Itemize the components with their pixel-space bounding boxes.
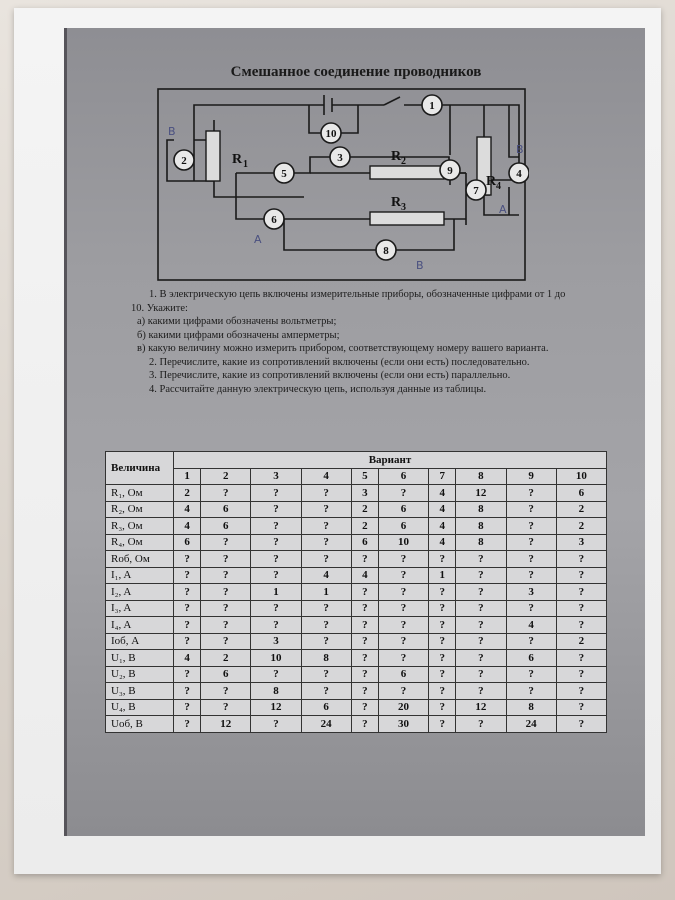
quantity-cell: R₃, Ом (106, 518, 174, 535)
value-cell: ? (456, 683, 506, 700)
value-cell: ? (556, 699, 606, 716)
quantity-cell: R₄, Ом (106, 534, 174, 551)
variant-number: 5 (351, 468, 378, 485)
value-cell: ? (351, 633, 378, 650)
value-cell: ? (456, 716, 506, 733)
value-cell: 8 (301, 650, 351, 667)
quantity-cell: I₃, A (106, 600, 174, 617)
value-cell: ? (201, 699, 251, 716)
label-r1-sub: 1 (243, 159, 248, 170)
meter-4-label: 4 (516, 168, 522, 180)
value-cell: ? (429, 683, 456, 700)
value-cell: ? (251, 485, 301, 502)
table-row (106, 567, 607, 584)
value-cell: ? (506, 534, 556, 551)
variant-header: Вариант (174, 452, 607, 469)
label-r1: R (232, 152, 243, 167)
value-cell: 4 (174, 518, 201, 535)
value-cell: ? (556, 683, 606, 700)
value-cell: 4 (429, 534, 456, 551)
value-cell: ? (429, 617, 456, 634)
table-row (106, 666, 607, 683)
circuit-diagram (154, 85, 529, 284)
value-cell: ? (351, 716, 378, 733)
value-cell: 1 (429, 567, 456, 584)
value-cell: 12 (201, 716, 251, 733)
value-cell: ? (351, 666, 378, 683)
handwritten-m7: A (499, 203, 507, 216)
value-cell: 6 (351, 534, 378, 551)
value-cell: ? (429, 584, 456, 601)
value-cell: ? (251, 600, 301, 617)
value-cell: ? (378, 683, 428, 700)
value-cell: 10 (251, 650, 301, 667)
table-row (106, 485, 607, 502)
value-cell: ? (301, 551, 351, 568)
value-cell: 4 (301, 567, 351, 584)
value-cell: ? (174, 567, 201, 584)
value-cell: ? (506, 600, 556, 617)
meter-3-label: 3 (337, 152, 343, 164)
value-cell: ? (201, 600, 251, 617)
value-cell: 30 (378, 716, 428, 733)
value-cell: 24 (506, 716, 556, 733)
value-cell: ? (351, 600, 378, 617)
value-cell: ? (301, 600, 351, 617)
task-1c: в) какую величину можно измерить прибором, соответствующему номеру вашего варианта. (137, 343, 549, 354)
value-cell: ? (429, 551, 456, 568)
value-cell: ? (378, 567, 428, 584)
resistor-r2 (370, 166, 444, 179)
value-cell: 6 (506, 650, 556, 667)
value-cell: ? (456, 584, 506, 601)
task-1a: а) какими цифрами обозначены вольтметры; (137, 316, 337, 327)
variant-number: 7 (429, 468, 456, 485)
value-cell: ? (429, 716, 456, 733)
value-cell: ? (506, 551, 556, 568)
value-cell: ? (456, 600, 506, 617)
value-cell: ? (351, 683, 378, 700)
value-cell: 12 (456, 699, 506, 716)
value-cell: ? (251, 617, 301, 634)
variant-number: 1 (174, 468, 201, 485)
label-r3-sub: 3 (401, 202, 406, 213)
value-cell: ? (429, 650, 456, 667)
value-cell: ? (174, 716, 201, 733)
value-cell: ? (301, 534, 351, 551)
value-cell: ? (301, 666, 351, 683)
table-row (106, 518, 607, 535)
value-cell: ? (378, 485, 428, 502)
label-r2: R (391, 149, 402, 164)
quantity-cell: I₄, A (106, 617, 174, 634)
value-cell: ? (251, 716, 301, 733)
variant-number: 9 (506, 468, 556, 485)
handwritten-m2: B (168, 125, 176, 138)
value-cell: 12 (251, 699, 301, 716)
value-cell: ? (174, 617, 201, 634)
meter-6-label: 6 (271, 214, 277, 226)
value-cell: 4 (429, 485, 456, 502)
value-cell: ? (506, 485, 556, 502)
value-cell: ? (556, 567, 606, 584)
value-cell: 2 (556, 518, 606, 535)
value-cell: ? (351, 551, 378, 568)
value-cell: ? (556, 600, 606, 617)
value-cell: ? (556, 617, 606, 634)
value-cell: ? (429, 633, 456, 650)
quantity-cell: R₂, Ом (106, 501, 174, 518)
meter-7-label: 7 (473, 185, 479, 197)
value-cell: 1 (251, 584, 301, 601)
value-cell: 6 (201, 518, 251, 535)
value-cell: ? (556, 716, 606, 733)
value-cell: ? (556, 666, 606, 683)
handwritten-m6: A (254, 233, 262, 246)
value-cell: 3 (556, 534, 606, 551)
value-cell: 10 (378, 534, 428, 551)
value-cell: ? (201, 534, 251, 551)
table-row (106, 683, 607, 700)
value-cell: ? (506, 666, 556, 683)
value-cell: ? (351, 650, 378, 667)
value-cell: 8 (456, 501, 506, 518)
value-cell: ? (251, 501, 301, 518)
value-cell: ? (174, 600, 201, 617)
value-cell: ? (174, 699, 201, 716)
table-row (106, 617, 607, 634)
value-cell: 3 (251, 633, 301, 650)
table-corner-header: Величина (106, 452, 174, 485)
value-cell: ? (378, 617, 428, 634)
value-cell: ? (456, 633, 506, 650)
value-cell: ? (456, 666, 506, 683)
meter-8-label: 8 (383, 245, 389, 257)
value-cell: ? (174, 683, 201, 700)
task-1: 1. В электрическую цепь включены измерительные приборы, обозначенные цифрами от 1 до 10. Укажите: (131, 289, 566, 314)
value-cell: 6 (378, 666, 428, 683)
meter-1-label: 1 (429, 100, 435, 112)
value-cell: 8 (456, 534, 506, 551)
value-cell: ? (556, 551, 606, 568)
quantity-cell: U₃, B (106, 683, 174, 700)
page-title: Смешанное соединение проводников (230, 64, 482, 80)
meter-9-label: 9 (447, 165, 453, 177)
label-r3: R (391, 195, 402, 210)
quantity-cell: Iоб, A (106, 633, 174, 650)
value-cell: ? (429, 699, 456, 716)
value-cell: ? (301, 485, 351, 502)
value-cell: ? (506, 567, 556, 584)
table-row (106, 633, 607, 650)
value-cell: ? (301, 683, 351, 700)
value-cell: 6 (201, 666, 251, 683)
value-cell: 2 (351, 518, 378, 535)
quantity-cell: U₂, B (106, 666, 174, 683)
variant-number: 8 (456, 468, 506, 485)
value-cell: ? (378, 584, 428, 601)
data-table (105, 451, 607, 733)
quantity-cell: I₂, A (106, 584, 174, 601)
value-cell: ? (456, 650, 506, 667)
value-cell: 6 (556, 485, 606, 502)
table-row (106, 716, 607, 733)
task-1b: б) какими цифрами обозначены амперметры; (137, 329, 340, 341)
value-cell: ? (201, 485, 251, 502)
value-cell: ? (201, 617, 251, 634)
value-cell: 20 (378, 699, 428, 716)
meter-2-label: 2 (181, 155, 187, 167)
table-row (106, 551, 607, 568)
handwritten-m4: B (516, 143, 524, 156)
quantity-cell: U₄, B (106, 699, 174, 716)
value-cell: 2 (556, 633, 606, 650)
value-cell: 8 (456, 518, 506, 535)
value-cell: 6 (301, 699, 351, 716)
table-body (106, 485, 607, 733)
value-cell: ? (174, 584, 201, 601)
task-list (131, 288, 571, 396)
value-cell: ? (456, 551, 506, 568)
value-cell: ? (301, 518, 351, 535)
value-cell: ? (506, 633, 556, 650)
value-cell: ? (201, 567, 251, 584)
value-cell: 6 (201, 501, 251, 518)
value-cell: 2 (174, 485, 201, 502)
value-cell: ? (301, 633, 351, 650)
label-r2-sub: 2 (401, 156, 406, 167)
meter-5-label: 5 (281, 168, 287, 180)
value-cell: ? (301, 617, 351, 634)
value-cell: ? (251, 567, 301, 584)
handwritten-m8: B (416, 259, 424, 272)
table-row (106, 699, 607, 716)
value-cell: 4 (174, 501, 201, 518)
variant-number: 6 (378, 468, 428, 485)
quantity-cell: I₁, A (106, 567, 174, 584)
value-cell: 2 (201, 650, 251, 667)
quantity-cell: Uоб, B (106, 716, 174, 733)
value-cell: 4 (429, 518, 456, 535)
table-row (106, 501, 607, 518)
value-cell: 4 (351, 567, 378, 584)
variant-number: 3 (251, 468, 301, 485)
value-cell: ? (201, 633, 251, 650)
value-cell: ? (506, 501, 556, 518)
value-cell: ? (378, 633, 428, 650)
quantity-cell: R₁, Ом (106, 485, 174, 502)
value-cell: 4 (174, 650, 201, 667)
quantity-cell: U₁, B (106, 650, 174, 667)
meter-10-label: 10 (325, 128, 337, 140)
value-cell: ? (251, 518, 301, 535)
task-3: 3. Перечислите, какие из сопротивлений включены (если они есть) параллельно. (149, 370, 511, 381)
value-cell: 24 (301, 716, 351, 733)
value-cell: ? (429, 600, 456, 617)
value-cell: ? (201, 683, 251, 700)
value-cell: 2 (351, 501, 378, 518)
resistor-r1 (206, 131, 220, 181)
value-cell: ? (456, 617, 506, 634)
value-cell: 6 (174, 534, 201, 551)
value-cell: 4 (506, 617, 556, 634)
photocopy-area (64, 28, 645, 836)
variant-number: 4 (301, 468, 351, 485)
value-cell: ? (378, 551, 428, 568)
value-cell: ? (378, 600, 428, 617)
value-cell: ? (301, 501, 351, 518)
value-cell: ? (556, 650, 606, 667)
table-row (106, 650, 607, 667)
value-cell: 8 (506, 699, 556, 716)
task-2: 2. Перечислите, какие из сопротивлений включены (если они есть) последовательно. (149, 356, 530, 368)
variant-numbers-row (106, 468, 607, 485)
table-row (106, 584, 607, 601)
value-cell: ? (429, 666, 456, 683)
table-row (106, 534, 607, 551)
value-cell: ? (506, 683, 556, 700)
label-r4-sub: 4 (496, 181, 501, 192)
quantity-cell: Rоб, Ом (106, 551, 174, 568)
table-row (106, 600, 607, 617)
value-cell: ? (251, 666, 301, 683)
value-cell: ? (556, 584, 606, 601)
value-cell: ? (174, 633, 201, 650)
value-cell: ? (251, 534, 301, 551)
resistor-r3 (370, 212, 444, 225)
variant-number: 10 (556, 468, 606, 485)
value-cell: ? (351, 617, 378, 634)
value-cell: ? (201, 584, 251, 601)
value-cell: 6 (378, 501, 428, 518)
value-cell: ? (251, 551, 301, 568)
value-cell: ? (506, 518, 556, 535)
value-cell: 6 (378, 518, 428, 535)
value-cell: ? (174, 666, 201, 683)
value-cell: 3 (351, 485, 378, 502)
label-r4: R (486, 174, 497, 189)
value-cell: ? (351, 584, 378, 601)
value-cell: 3 (506, 584, 556, 601)
value-cell: 8 (251, 683, 301, 700)
variant-number: 2 (201, 468, 251, 485)
value-cell: ? (456, 567, 506, 584)
value-cell: 2 (556, 501, 606, 518)
value-cell: 12 (456, 485, 506, 502)
value-cell: ? (174, 551, 201, 568)
value-cell: ? (351, 699, 378, 716)
task-4: 4. Рассчитайте данную электрическую цепь, используя данные из таблицы. (149, 383, 487, 395)
value-cell: ? (378, 650, 428, 667)
value-cell: 4 (429, 501, 456, 518)
value-cell: ? (201, 551, 251, 568)
value-cell: 1 (301, 584, 351, 601)
